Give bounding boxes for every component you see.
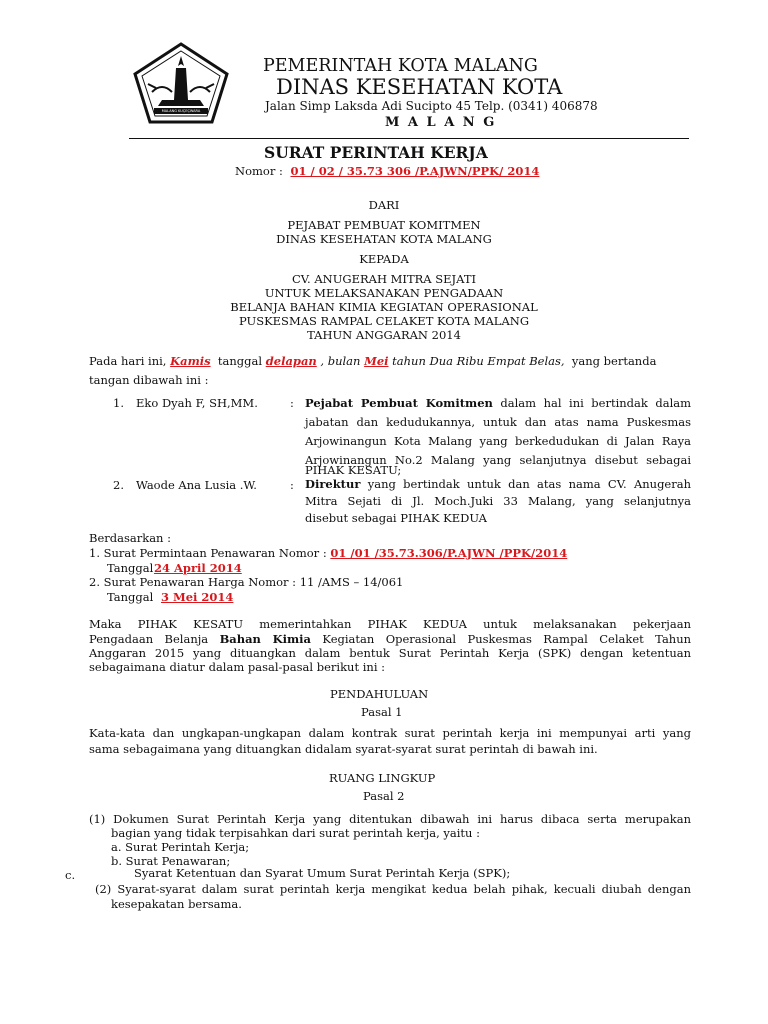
- signer2-line2: Mitra Sejati di Jl. Moch.Juki 33 Malang, yang selanjutnya: [305, 494, 691, 508]
- intro-date: delapan: [265, 354, 317, 368]
- intro-day: Kamis: [170, 354, 211, 368]
- berdasarkan-item1-date: [107, 561, 242, 575]
- berdasarkan-item1-value: 01 /01 /35.73.306/P.AJWN /PPK/2014: [330, 546, 568, 560]
- signer1-role: Pejabat Pembuat Komitmen: [305, 396, 493, 410]
- signer1-text-1: dalam hal ini bertindak dalam: [500, 396, 692, 410]
- intro-line2: tangan dibawah ini :: [89, 373, 209, 387]
- signer1-line3: Arjowinangun Kota Malang yang berkedudukan di Jalan Raya: [305, 434, 691, 448]
- berdasarkan-item2-date-value: 3 Mei 2014: [160, 590, 234, 604]
- signer1-line2: jabatan dan kedudukannya, untuk dan atas nama Puskesmas: [305, 415, 691, 429]
- body-text-2c: Kegiatan Operasional Puskesmas Rampal Celaket Tahun: [322, 632, 692, 646]
- berdasarkan-item1: [89, 546, 567, 560]
- signer1-name: Eko Dyah F, SH,MM.: [136, 396, 258, 410]
- body-text-2b: Bahan Kimia: [219, 632, 312, 646]
- pasal1-heading: PENDAHULUAN: [330, 687, 429, 701]
- intro-text-5: yang bertanda: [571, 354, 657, 368]
- header-address: Jalan Simp Laksda Adi Sucipto 45 Telp. (0341) 406878: [265, 99, 598, 113]
- kepada-label: KEPADA: [359, 252, 409, 266]
- dari-label: DARI: [368, 198, 400, 212]
- body-line4: sebagaimana diatur dalam pasal-pasal berikut ini :: [89, 660, 386, 674]
- to-line4: PUSKESMAS RAMPAL CELAKET KOTA MALANG: [238, 314, 530, 328]
- signer1-line4: Arjowinangun No.2 Malang yang selanjutnya disebut sebagai: [305, 453, 691, 467]
- header-line1: PEMERINTAH KOTA MALANG: [263, 56, 538, 76]
- pasal2-heading: RUANG LINGKUP: [329, 771, 436, 785]
- body-line2: [89, 632, 691, 646]
- berdasarkan-item1-date-value: 24 April 2014: [153, 561, 242, 575]
- header-line2: DINAS KESEHATAN KOTA: [276, 75, 563, 99]
- nomor-line: [235, 164, 539, 178]
- signer2-colon: :: [290, 478, 294, 492]
- header-city: M A L A N G: [385, 115, 497, 130]
- nomor-value: 01 / 02 / 35.73 306 /P.AJWN/PPK/ 2014: [290, 164, 540, 178]
- body-line3: Anggaran 2015 yang dituangkan dalam bentuk Surat Perintah Kerja (SPK) dengan ketentuan: [89, 646, 691, 660]
- intro-text-2: tanggal: [217, 354, 263, 368]
- berdasarkan-item2-date: [107, 590, 233, 604]
- pasal2-item-c-text: Syarat Ketentuan dan Syarat Umum Surat Perintah Kerja (SPK);: [134, 866, 511, 880]
- pasal2-label: Pasal 2: [363, 789, 405, 803]
- to-line1: CV. ANUGERAH MITRA SEJATI: [291, 272, 477, 286]
- signer2-role: Direktur: [305, 477, 361, 491]
- pasal2-item-c-letter: c.: [65, 868, 76, 882]
- intro-text-3: , bulan: [320, 354, 361, 368]
- body-text-2a: Pengadaan Belanja: [89, 632, 209, 646]
- pasal1-label: Pasal 1: [361, 705, 403, 719]
- body-line1: Maka PIHAK KESATU memerintahkan PIHAK KEDUA untuk melaksanakan pekerjaan: [89, 617, 691, 631]
- signer1-number: 1.: [113, 396, 124, 410]
- from-line2: DINAS KESEHATAN KOTA MALANG: [276, 232, 492, 246]
- intro-text-1: Pada hari ini,: [89, 354, 167, 368]
- pasal2-p2-line2: kesepakatan bersama.: [111, 897, 242, 911]
- pasal2-p2-line1: (2) Syarat-syarat dalam surat perintah kerja mengikat kedua belah pihak, kecuali diubah dengan: [95, 882, 691, 896]
- signer2-text-1: yang bertindak untuk dan atas nama CV. Anugerah: [367, 477, 691, 491]
- pasal2-p1-line1: (1) Dokumen Surat Perintah Kerja yang ditentukan dibawah ini harus dibaca serta merupakan: [89, 812, 691, 826]
- signer2-name: Waode Ana Lusia .W.: [136, 478, 257, 492]
- document-title: SURAT PERINTAH KERJA: [264, 143, 488, 162]
- intro-month: Mei: [364, 354, 389, 368]
- from-line1: PEJABAT PEMBUAT KOMITMEN: [287, 218, 481, 232]
- signer1-colon: :: [290, 396, 294, 410]
- intro-line1: [89, 354, 656, 368]
- signer2-number: 2.: [113, 478, 124, 492]
- nomor-label: Nomor :: [235, 164, 283, 178]
- logo-motto: MALANG KUÇEÇWARA: [161, 109, 201, 113]
- signer1-line1: [305, 396, 691, 410]
- to-line5: TAHUN ANGGARAN 2014: [307, 328, 461, 342]
- pasal1-line1: Kata-kata dan ungkapan-ungkapan dalam kontrak surat perintah kerja ini mempunyai arti yang: [89, 726, 691, 740]
- pasal2-item-b: b. Surat Penawaran;: [111, 854, 231, 868]
- city-emblem-logo: [132, 42, 230, 126]
- berdasarkan-label: Berdasarkan :: [89, 531, 171, 545]
- berdasarkan-item1-label: 1. Surat Permintaan Penawaran Nomor :: [89, 546, 327, 560]
- signer2-line3: disebut sebagai PIHAK KEDUA: [305, 511, 487, 525]
- intro-text-4: tahun Dua Ribu Empat Belas,: [392, 354, 565, 368]
- to-line2: UNTUK MELAKSANAKAN PENGADAAN: [264, 286, 504, 300]
- berdasarkan-item2: 2. Surat Penawaran Harga Nomor : 11 /AMS – 14/061: [89, 575, 404, 589]
- signer2-line1: [305, 477, 691, 491]
- to-line3: BELANJA BAHAN KIMIA KEGIATAN OPERASIONAL: [230, 300, 538, 314]
- header-divider: [129, 138, 689, 139]
- berdasarkan-item2-date-label: Tanggal: [107, 590, 154, 604]
- pasal1-line2: sama sebagaimana yang dituangkan didalam syarat-syarat surat perintah di bawah ini.: [89, 742, 598, 756]
- signer1-line5: PIHAK KESATU;: [305, 463, 402, 477]
- berdasarkan-item1-date-label: Tanggal: [107, 561, 154, 575]
- pasal2-p1-line2: bagian yang tidak terpisahkan dari surat perintah kerja, yaitu :: [111, 826, 480, 840]
- pasal2-item-a: a. Surat Perintah Kerja;: [111, 840, 250, 854]
